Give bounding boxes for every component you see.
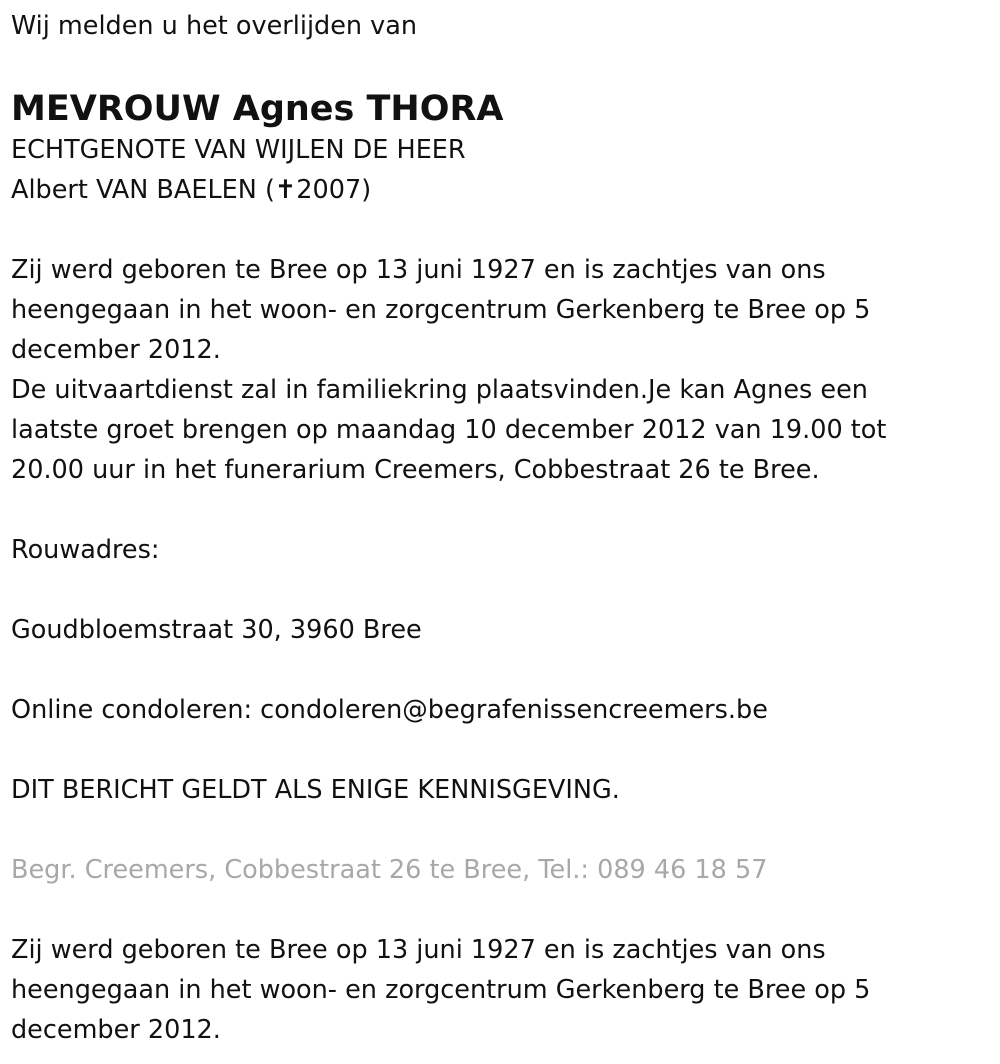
- spacer: [11, 810, 990, 850]
- intro-text: Wij melden u het overlijden van: [11, 11, 418, 41]
- funeral-home-info: Begr. Creemers, Cobbestraat 26 te Bree, Tel.: 089 46 18 57: [11, 855, 768, 885]
- relation-line-2: Albert VAN BAELEN (✝2007): [11, 175, 372, 205]
- funeral-paragraph-line-1: De uitvaartdienst zal in familiekring plaatsvinden.Je kan Agnes een: [11, 375, 868, 405]
- spacer: [11, 890, 990, 930]
- repeat-paragraph-line-3: december 2012.: [11, 1015, 221, 1045]
- spacer: [11, 210, 990, 250]
- birth-paragraph-line-1: Zij werd geboren te Bree op 13 juni 1927 en is zachtjes van ons: [11, 255, 826, 285]
- online-condolence: Online condoleren: condoleren@begrafenissencreemers.be: [11, 695, 768, 725]
- notice-statement: DIT BERICHT GELDT ALS ENIGE KENNISGEVING.: [11, 775, 620, 805]
- spacer: [11, 570, 990, 610]
- spacer: [11, 730, 990, 770]
- repeat-paragraph-line-2: heengegaan in het woon- en zorgcentrum Gerkenberg te Bree op 5: [11, 975, 871, 1005]
- birth-paragraph-line-3: december 2012.: [11, 335, 221, 365]
- spacer: [11, 650, 990, 690]
- birth-paragraph-line-2: heengegaan in het woon- en zorgcentrum Gerkenberg te Bree op 5: [11, 295, 871, 325]
- funeral-paragraph-line-2: laatste groet brengen op maandag 10 december 2012 van 19.00 tot: [11, 415, 887, 445]
- repeat-paragraph-line-1: Zij werd geboren te Bree op 13 juni 1927 en is zachtjes van ons: [11, 935, 826, 965]
- relation-line-1: ECHTGENOTE VAN WIJLEN DE HEER: [11, 135, 466, 165]
- rouwadres-label: Rouwadres:: [11, 535, 160, 565]
- funeral-paragraph-line-3: 20.00 uur in het funerarium Creemers, Cobbestraat 26 te Bree.: [11, 455, 820, 485]
- rouwadres-address: Goudbloemstraat 30, 3960 Bree: [11, 615, 422, 645]
- spacer: [11, 490, 990, 530]
- deceased-name: MEVROUW Agnes THORA: [11, 89, 504, 129]
